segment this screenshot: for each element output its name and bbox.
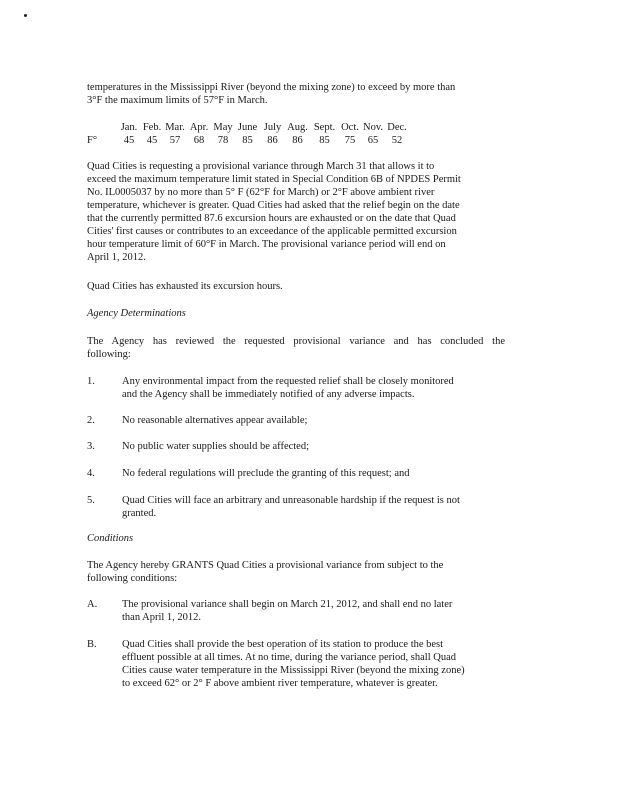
month-cell: July xyxy=(263,122,282,133)
temperature-cell: 86 xyxy=(267,135,278,146)
temperature-table xyxy=(87,121,409,147)
condition-text xyxy=(122,638,512,690)
scan-speck xyxy=(24,14,27,17)
intro-line: temperatures in the Mississippi River (beyond the mixing zone) to exceed by more than xyxy=(87,82,456,93)
intro-line: 3°F the maximum limits of 57°F in March. xyxy=(87,95,268,106)
temperature-cell: 45 xyxy=(123,135,135,146)
month-cell: June xyxy=(237,122,258,133)
determination-number: 4. xyxy=(87,468,95,479)
month-cell: Apr. xyxy=(189,122,209,133)
paragraph-line: hour temperature limit of 60°F in March. The provisional variance period will end on xyxy=(87,239,446,250)
determination-number: 3. xyxy=(87,441,95,452)
paragraph-line: Quad Cities is requesting a provisional variance through March 31 that allows it to xyxy=(87,161,435,172)
temperature-cell: 68 xyxy=(193,135,205,146)
temperature-cell: 75 xyxy=(344,135,356,146)
item-line: Quad Cities shall provide the best operation of its station to produce the best xyxy=(122,639,444,650)
month-cell: Aug. xyxy=(287,122,308,133)
month-cell: Mar. xyxy=(165,122,185,133)
intro-line: The Agency has reviewed the requested provisional variance and has concluded the xyxy=(87,336,505,347)
item-line: to exceed 62° or 2° F above ambient river temperature, whatever is greater. xyxy=(122,678,438,689)
temperature-cell: 57 xyxy=(169,135,181,146)
request-paragraph xyxy=(87,160,507,264)
intro-line: following: xyxy=(87,349,131,360)
temperature-cell: 45 xyxy=(146,135,158,146)
unit-label: F° xyxy=(87,135,98,146)
item-line: Quad Cities will face an arbitrary and unreasonable hardship if the request is not xyxy=(122,495,460,506)
month-cell: Feb. xyxy=(142,122,162,133)
determinations-intro xyxy=(87,335,505,361)
month-header-row xyxy=(87,121,409,134)
temperature-values-row xyxy=(87,134,409,147)
paragraph-line: exceed the maximum temperature limit stated in Special Condition 6B of NPDES Permit xyxy=(87,174,461,185)
item-line: Any environmental impact from the requested relief shall be closely monitored xyxy=(122,376,454,387)
determination-text xyxy=(122,494,512,520)
temperature-cell: 78 xyxy=(217,135,229,146)
item-line: Cities cause water temperature in the Mississippi River (beyond the mixing zone) xyxy=(122,665,465,676)
temperature-cell: 65 xyxy=(367,135,379,146)
temperature-cell: 85 xyxy=(319,135,330,146)
determination-text: No federal regulations will preclude the granting of this request; and xyxy=(122,468,410,479)
determination-number: 1. xyxy=(87,376,95,387)
item-line: The provisional variance shall begin on March 21, 2012, and shall end no later xyxy=(122,599,453,610)
determination-number: 2. xyxy=(87,415,95,426)
conditions-intro xyxy=(87,559,507,585)
condition-text xyxy=(122,598,512,624)
item-line: and the Agency shall be immediately notified of any adverse impacts. xyxy=(122,389,415,400)
item-line: effluent possible at all times. At no time, during the variance period, shall Quad xyxy=(122,652,456,663)
table-corner xyxy=(87,121,117,134)
paragraph-line: temperature, whichever is greater. Quad Cities had asked that the relief begin on the date xyxy=(87,200,460,211)
intro-paragraph xyxy=(87,81,507,107)
determination-text: No public water supplies should be affected; xyxy=(122,441,310,452)
condition-letter: A. xyxy=(87,599,98,610)
month-cell: Dec. xyxy=(387,122,407,133)
determination-number: 5. xyxy=(87,495,95,506)
month-cell: May xyxy=(213,122,233,133)
section-heading-determinations: Agency Determinations xyxy=(87,308,186,319)
section-heading-conditions: Conditions xyxy=(87,533,134,544)
condition-letter: B. xyxy=(87,639,97,650)
paragraph-line: No. IL0005037 by no more than 5° F (62°F for March) or 2°F above ambient river xyxy=(87,187,435,198)
temperature-cell: 86 xyxy=(292,135,303,146)
temperature-cell: 85 xyxy=(242,135,253,146)
temperature-cell: 52 xyxy=(391,135,403,146)
intro-line: The Agency hereby GRANTS Quad Cities a provisional variance from subject to the xyxy=(87,560,444,571)
month-cell: Nov. xyxy=(362,122,384,133)
exhausted-statement: Quad Cities has exhausted its excursion hours. xyxy=(87,281,283,292)
intro-line: following conditions: xyxy=(87,573,178,584)
item-line: granted. xyxy=(122,508,157,519)
paragraph-line: April 1, 2012. xyxy=(87,252,146,263)
item-line: than April 1, 2012. xyxy=(122,612,202,623)
month-cell: Oct. xyxy=(341,122,359,133)
month-cell: Jan. xyxy=(120,122,138,133)
determination-text: No reasonable alternatives appear available; xyxy=(122,415,308,426)
month-cell: Sept. xyxy=(313,122,336,133)
determination-text xyxy=(122,375,512,401)
paragraph-line: Cities' first causes or contributes to an exceedance of the applicable permitted excursion xyxy=(87,226,457,237)
paragraph-line: that the currently permitted 87.6 excursion hours are exhausted or on the date that Quad xyxy=(87,213,456,224)
